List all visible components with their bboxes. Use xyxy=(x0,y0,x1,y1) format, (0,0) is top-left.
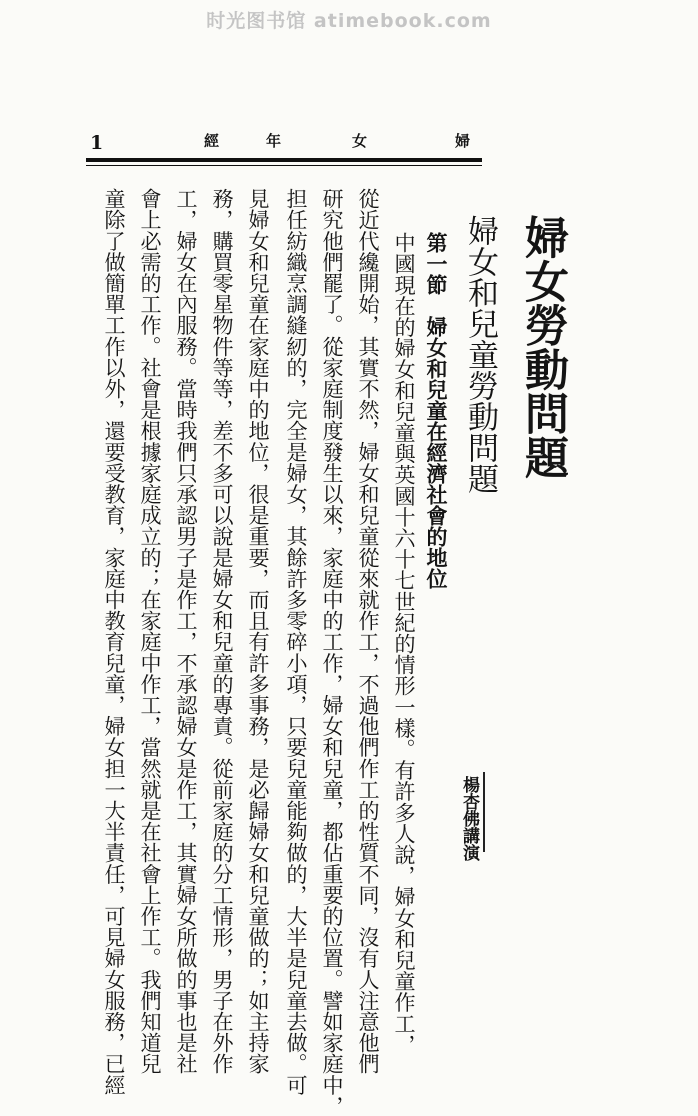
article-subtitle: 婦女和兒童勞動問題 xyxy=(462,215,498,494)
text-line: 見婦女和兒童在家庭中的地位，很是重要，而且有許多事務，是必歸婦女和兒童做的；如主持家 xyxy=(246,188,272,1075)
text-line: 務，購買零星物件等等，差不多可以說是婦女和兒童的專責。從前家庭的分工情形，男子在外作 xyxy=(210,188,236,1075)
text-line: 童除了做簡單工作以外，還要受教育，家庭中教育兒童，婦女担一大半責任，可見婦女服務，已經 xyxy=(102,188,128,1096)
text-line: 從近代纔開始，其實不然，婦女和兒童從來就作工，不過他們作工的性質不同，沒有人注意他們 xyxy=(356,188,382,1075)
text-line: 担任紡織烹調縫紉的，完全是婦女，其餘許多零碎小項，只要兒童能夠做的，大半是兒童去做。可 xyxy=(284,188,310,1096)
header-rule-thin xyxy=(86,165,482,166)
author-byline: 楊杏佛講演 xyxy=(459,776,479,861)
article-title: 婦女勞動問題 xyxy=(517,215,568,479)
text-line: 工，婦女在內服務。當時我們只承認男子是作工，不承認婦女是作工，其實婦女所做的事也是社 xyxy=(174,188,200,1075)
author-mark xyxy=(483,772,485,852)
header-rule xyxy=(86,158,482,162)
running-title-char: 年 xyxy=(266,132,282,150)
text-line: 研究他們罷了。從家庭制度發生以來，家庭中的工作，婦女和兒童，都佔重要的位置。譬如家庭中， xyxy=(320,188,346,1116)
running-title-char: 女 xyxy=(352,132,368,150)
running-title-char: 婦 xyxy=(455,132,471,150)
text-line: 中國現在的婦女和兒童與英國十六十七世紀的情形一樣。有許多人說，婦女和兒童作工， xyxy=(392,232,418,1055)
text-line: 會上必需的工作。社會是根據家庭成立的；在家庭中作工，當然就是在社會上作工。我們知道兒 xyxy=(138,188,164,1075)
section-heading: 第一節 婦女和兒童在經濟社會的地位 xyxy=(424,232,449,589)
running-title-char: 經 xyxy=(204,132,220,150)
page-number: 1 xyxy=(90,132,104,154)
watermark: 时光图书馆 atimebook.com xyxy=(206,10,492,32)
